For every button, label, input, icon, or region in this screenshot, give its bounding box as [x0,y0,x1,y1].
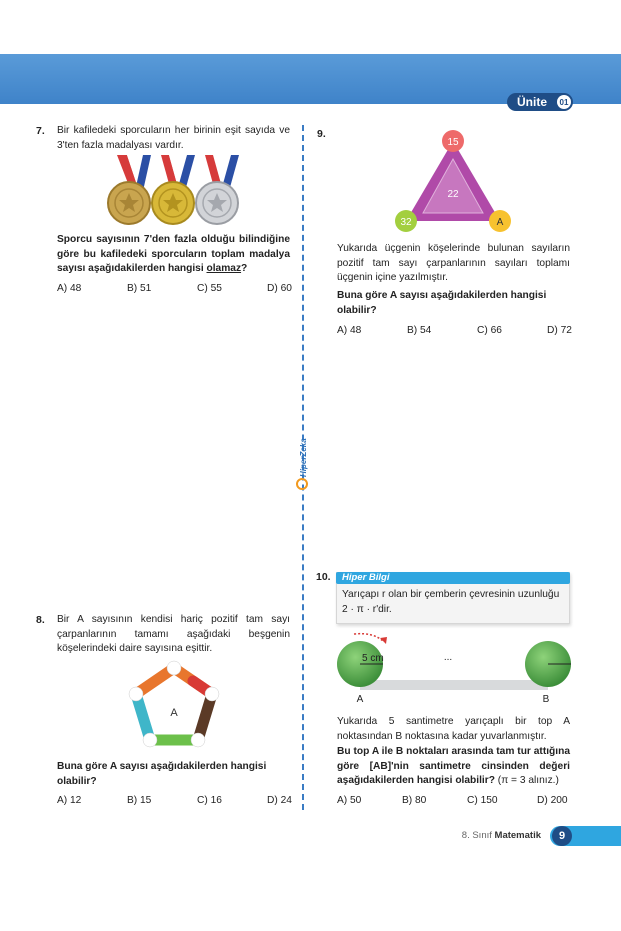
q8-option-d[interactable]: D) 24 [267,795,292,806]
q8-intro: Bir A sayısının kendisi hariç pozitif tam sayı çarpanlarının tamamı aşağıdaki beşgenin köşelerindeki daire sayısına eşittir. [57,614,290,655]
q8-pentagon-figure [124,660,224,752]
q10-number: 10. [316,571,331,583]
q7-stem-underlined: olamaz [206,263,242,275]
point-b-label: B [542,694,550,704]
q8-stem: Buna göre A sayısı aşağıdakilerden hangisi olabilir? [57,761,267,787]
q9-option-a[interactable]: A) 48 [337,325,362,336]
q9-right-value: A [496,217,504,228]
q9-number: 9. [317,128,326,140]
q10-option-b[interactable]: B) 80 [402,795,427,806]
medals-image [105,155,241,227]
q7-stem-end: ? [241,263,248,275]
q10-option-c[interactable]: C) 150 [467,795,498,806]
side-logo-text: HiperZeka [299,438,308,477]
footer-grade: 8. Sınıf [461,830,492,841]
hiper-bilgi-title: Hiper Bilgi [342,572,390,583]
q9-options [337,325,572,336]
q9-stem: Buna göre A sayısı aşağıdakilerden hangisi olabilir? [337,290,547,316]
radius-label: 5 cm [362,653,384,664]
q7-option-c[interactable]: C) 55 [197,283,222,294]
q7-option-a[interactable]: A) 48 [57,283,82,294]
q9-option-b[interactable]: B) 54 [407,325,432,336]
unit-number: 01 [557,95,571,109]
q7-number: 7. [36,125,45,137]
footer-subject [462,830,541,841]
q10-options [337,795,568,806]
q9-triangle-figure [390,127,520,235]
q10-stem-note: (π = 3 alınız.) [497,775,559,787]
q8-number: 8. [36,614,45,626]
q10-stem [337,745,570,789]
q10-stem-bold: Bu top A ile B noktaları arasında tam tur attığına göre [AB]'nin santimetre cinsinden değeri aşağıdakilerden hangisi olabilir? [337,746,570,787]
hiper-bilgi-line-1: Yarıçapı r olan bir çemberin çevresinin uzunluğu [342,589,560,600]
q9-center-value: 22 [447,189,459,200]
q10-intro: Yukarıda 5 santimetre yarıçaplı bir top A noktasından B noktasına kadar yuvarlanmıştır. [337,716,570,742]
q7-option-b[interactable]: B) 51 [127,283,152,294]
q9-option-d[interactable]: D) 72 [547,325,572,336]
q10-option-d[interactable]: D) 200 [537,795,568,806]
q9-left-value: 32 [400,217,412,228]
unit-label: Ünite [517,95,547,109]
point-a-label: A [356,694,364,704]
q10-rolling-ball-figure [330,628,576,704]
q8-option-a[interactable]: A) 12 [57,795,82,806]
q7-option-d[interactable]: D) 60 [267,283,292,294]
q10-option-a[interactable]: A) 50 [337,795,362,806]
ground-track [360,680,548,690]
q9-option-c[interactable]: C) 66 [477,325,502,336]
page-number: 9 [552,826,572,846]
q7-stem [57,233,290,277]
q7-options [57,283,292,294]
q7-stem-main: Sporcu sayısının 7'den fazla olduğu bilindiğine göre bu kafiledeki sporcuların toplam madalya sayısı aşağıdakilerden hangisi [57,234,290,275]
q8-option-c[interactable]: C) 16 [197,795,222,806]
footer-subject-name: Matematik [494,830,541,841]
q8-option-b[interactable]: B) 15 [127,795,152,806]
dots-label: ... [443,652,453,663]
q8-center-label: A [170,707,178,719]
q8-options [57,795,292,806]
q7-intro: Bir kafiledeki sporcuların her birinin eşit sayıda ve 3'ten fazla madalyası vardır. [57,125,290,151]
q9-intro: Yukarıda üçgenin köşelerinde bulunan sayıların pozitif tam sayı çarpanlarının sayıları toplamı üçgenin içine yazılmıştır. [337,243,570,284]
hiperzeka-logo [293,430,311,490]
hiper-bilgi-line-2: 2 · π · r'dir. [342,604,392,615]
unit-badge [507,93,573,111]
q9-top-value: 15 [447,137,459,148]
